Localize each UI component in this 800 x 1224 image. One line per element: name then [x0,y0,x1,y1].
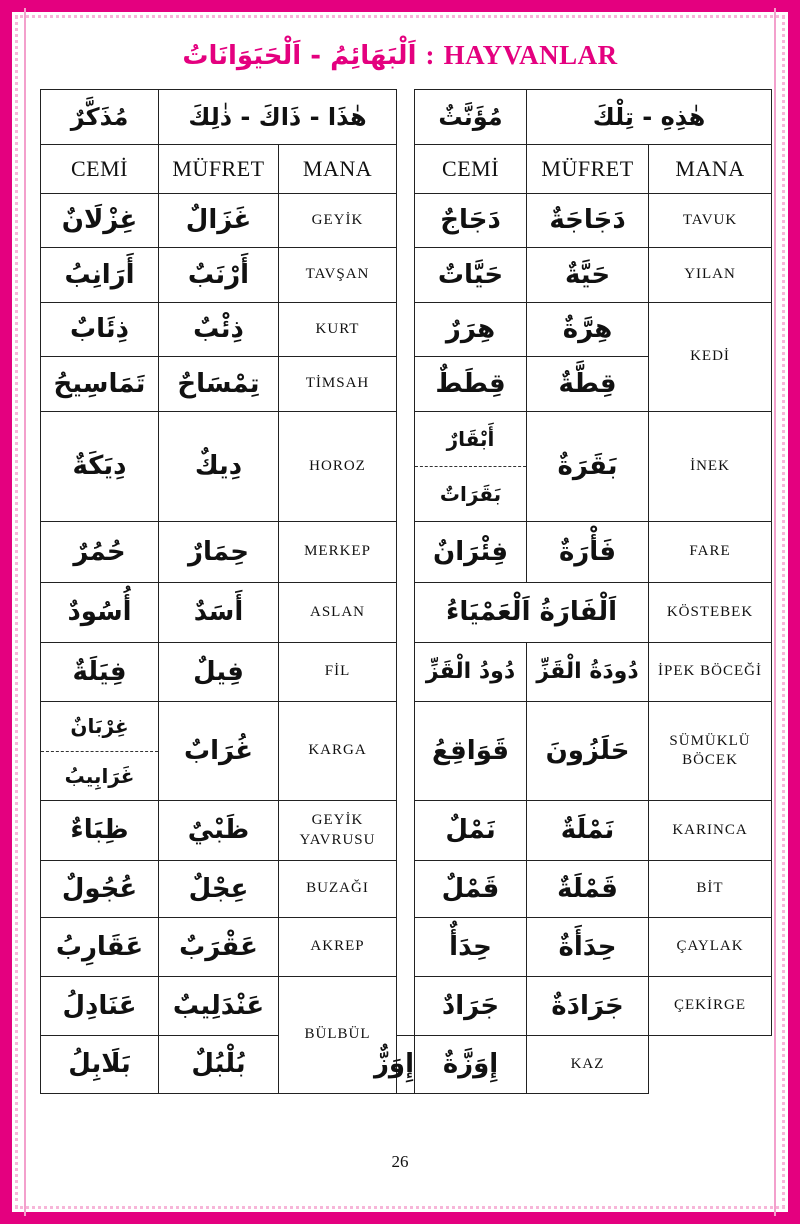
plural-word: تَمَاسِيحُ [41,357,159,412]
plural-word: نَمْلٌ [415,801,527,861]
plural-word: ظِبَاءٌ [41,801,159,861]
column-header-cemi: CEMİ [41,145,159,194]
meaning-text: İNEK [649,412,772,522]
singular-word: فَأْرَةٌ [527,522,649,583]
feminine-demonstratives: هٰذِهِ - تِلْكَ [527,90,772,145]
singular-word: عَنْدَلِيبٌ [159,977,279,1036]
plural-word-alt: بَقَرَاتٌ [439,482,502,506]
title-latin: HAYVANLAR [443,40,618,70]
meaning-text: GEYİK [279,194,397,248]
meaning-text: GEYİK YAVRUSU [279,801,397,861]
meaning-text: AKREP [279,918,397,977]
plural-word: عَنَادِلُ [41,977,159,1036]
meaning-text: ÇAYLAK [649,918,772,977]
singular-word: ذِئْبٌ [159,303,279,357]
column-header-mana: MANA [279,145,397,194]
meaning-text: KEDİ [649,303,772,412]
singular-word: حَلَزُونَ [527,702,649,801]
plural-word: عُجُولٌ [41,861,159,918]
column-header-cemi: CEMİ [415,145,527,194]
singular-word: هِرَّةٌ [527,303,649,357]
column-header-mufret: MÜFRET [527,145,649,194]
meaning-text: BUZAĞI [279,861,397,918]
plural-word: فِئْرَانٌ [415,522,527,583]
meaning-text: FİL [279,643,397,702]
singular-word: غَزَالٌ [159,194,279,248]
plural-word-alt: غَرَابِيبُ [64,763,135,788]
meaning-text: KURT [279,303,397,357]
plural-word: إِوَزٌّ [397,1036,415,1094]
column-divider [397,90,415,1036]
meaning-text: HOROZ [279,412,397,522]
singular-word: بُلْبُلٌ [159,1036,279,1094]
plural-word: غِزْلَانٌ [41,194,159,248]
meaning-text: MERKEP [279,522,397,583]
feminine-heading: مُؤَنَّثٌ [415,90,527,145]
meaning-text: SÜMÜKLÜ BÖCEK [649,702,772,801]
plural-word: قَمْلٌ [415,861,527,918]
plural-word: دُودُ الْقَزِّ [415,643,527,702]
singular-word: فِيلٌ [159,643,279,702]
plural-word: أُسُودٌ [41,583,159,643]
plural-word: هِرَرٌ [415,303,527,357]
plural-word: غِرْبَانٌ [41,702,158,752]
plural-word: حِدَأٌ [415,918,527,977]
singular-word: حِدَأَةٌ [527,918,649,977]
meaning-text: KARGA [279,702,397,801]
singular-word: دَجَاجَةٌ [527,194,649,248]
meaning-text: YILAN [649,248,772,303]
singular-word: قِطَّةٌ [527,357,649,412]
vocabulary-table [40,89,772,1094]
plural-word: ذِئَابٌ [41,303,159,357]
plural-word: بَلَابِلُ [41,1036,159,1094]
masculine-heading: مُذَكَّرٌ [41,90,159,145]
meaning-text: FARE [649,522,772,583]
column-header-mana: MANA [649,145,772,194]
meaning-text: ÇEKİRGE [649,977,772,1036]
singular-word: حَيَّةٌ [527,248,649,303]
singular-word: حِمَارٌ [159,522,279,583]
singular-word: دِيكٌ [159,412,279,522]
plural-word: أَرَانِبُ [41,248,159,303]
plural-word: جَرَادٌ [415,977,527,1036]
singular-word: قَمْلَةٌ [527,861,649,918]
column-header-mufret: MÜFRET [159,145,279,194]
table-row [41,1036,772,1094]
singular-word: عَقْرَبٌ [159,918,279,977]
meaning-text: TAVUK [649,194,772,248]
meaning-text: KÖSTEBEK [649,583,772,643]
singular-word: أَسَدٌ [159,583,279,643]
singular-word: جَرَادَةٌ [527,977,649,1036]
plural-word: قَوَاقِعُ [415,702,527,801]
masculine-demonstratives: هٰذَا - ذَاكَ - ذٰلِكَ [159,90,397,145]
meaning-text: KARINCA [649,801,772,861]
singular-word: عِجْلٌ [159,861,279,918]
meaning-text: BÜLBÜL [279,977,397,1094]
plural-word: عَقَارِبُ [41,918,159,977]
meaning-text: BİT [649,861,772,918]
meaning-text: KAZ [527,1036,649,1094]
singular-word: تِمْسَاحٌ [159,357,279,412]
plural-split-cell [41,702,159,801]
plural-word: قِطَطٌ [415,357,527,412]
singular-word: أَرْنَبٌ [159,248,279,303]
title-arabic: اَلْبَهَائِمُ - اَلْحَيَوَانَاتُ [182,41,417,71]
plural-word: فِيَلَةٌ [41,643,159,702]
singular-word: دُودَةُ الْقَزِّ [527,643,649,702]
singular-word: إِوَزَّةٌ [415,1036,527,1094]
meaning-text: ASLAN [279,583,397,643]
plural-word: دِيَكَةٌ [41,412,159,522]
singular-word: نَمْلَةٌ [527,801,649,861]
title-separator: : [425,40,435,70]
meaning-text: TİMSAH [279,357,397,412]
singular-word: ظَبْيٌ [159,801,279,861]
page-title [0,40,800,71]
singular-word: غُرَابٌ [159,702,279,801]
singular-word: بَقَرَةٌ [527,412,649,522]
plural-split-cell [415,412,527,522]
plural-word: حُمُرٌ [41,522,159,583]
meaning-text: İPEK BÖCEĞİ [649,643,772,702]
plural-word: حَيَّاتٌ [415,248,527,303]
compound-word: اَلْفَارَةُ اَلْعَمْيَاءُ [415,583,649,643]
plural-word: أَبْقَارٌ [415,412,526,467]
meaning-text: TAVŞAN [279,248,397,303]
plural-word: دَجَاجٌ [415,194,527,248]
page-number: 26 [391,1152,409,1171]
header-row [41,90,772,145]
